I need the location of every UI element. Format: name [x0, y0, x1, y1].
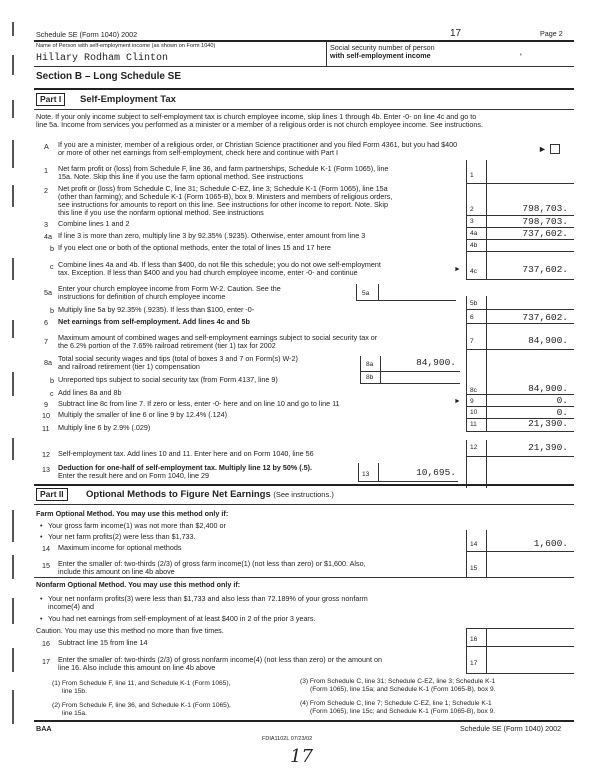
line-11-amount: 21,390. — [528, 418, 568, 429]
line-17-text: line 16. Also include this amount on line 4b above — [58, 663, 216, 672]
margin-mark — [12, 690, 14, 724]
line-15-text: include this amount on line 4b above — [58, 567, 175, 576]
rule — [378, 284, 379, 300]
line-4c-text: tax. Exception. If less than $400 and you had church employee income, enter -0- and continue — [58, 268, 358, 277]
line-number: 12 — [42, 450, 50, 459]
rule — [486, 530, 487, 578]
farm-bullet-text: Your net farm profits(2) were less than $1,733. — [48, 532, 196, 541]
line-number: 17 — [42, 657, 50, 666]
box-label: 1 — [470, 172, 474, 179]
rule — [466, 456, 574, 457]
line-8c-amount: 84,900. — [528, 383, 568, 394]
margin-mark — [12, 258, 14, 280]
part1-note: Note. If your only income subject to self-employment tax is church employee income, skip lines 1 through 4b. Enter -0- on line 4c and go to — [36, 112, 477, 121]
line-number: 7 — [44, 337, 48, 346]
rule — [360, 383, 460, 384]
farm-bullet: • — [40, 532, 43, 541]
line-number: 1 — [44, 166, 48, 175]
nonfarm-optional-heading — [36, 580, 240, 589]
line-15-text: Enter the smaller of: two-thirds (2/3) of gross farm income(1) (not less than zero) or $1,600. Also, — [58, 559, 366, 568]
part2-title — [86, 489, 334, 500]
rule — [34, 109, 574, 110]
line-11-text: Multiply line 6 by 2.9% (.029) — [58, 423, 151, 432]
box-label: 6 — [470, 314, 474, 321]
rule — [466, 279, 574, 280]
arrow-icon: ► — [454, 266, 461, 273]
handwritten-page-number: 17 — [290, 746, 313, 767]
line-number: 5a — [44, 288, 52, 297]
box-label: 2 — [470, 206, 474, 213]
line-2-text: Net profit or (loss) from Schedule C, line 31; Schedule C-EZ, line 3; Schedule K-1 (Form 1065), line 15a — [58, 184, 388, 193]
part2-title-suffix: (See instructions.) — [273, 490, 334, 499]
box-label: 17 — [470, 660, 478, 667]
form-title: Schedule SE (Form 1040) 2002 — [36, 30, 138, 39]
line-1-text: Net farm profit or (loss) from Schedule F, line 36, and farm partnerships, Schedule K-1 (Form 1065), line — [58, 164, 389, 173]
rule — [486, 440, 487, 488]
rule — [466, 251, 574, 252]
margin-mark — [12, 320, 14, 338]
line-12-amount: 21,390. — [528, 442, 568, 453]
ssn-value: ' — [520, 52, 522, 62]
line-7-text: the 6.2% portion of the 7.65% railroad retirement (tier 1) tax for 2002 — [58, 341, 276, 350]
line-number: 9 — [44, 400, 48, 409]
rule — [466, 309, 574, 310]
rule — [356, 284, 357, 300]
section-b-title: Section B – Long Schedule SE — [36, 71, 182, 82]
line-8a-text: Total social security wages and tips (total of boxes 3 and 7 on Form(s) W-2) — [58, 354, 298, 363]
box-label: 3 — [470, 218, 474, 225]
line-number: 10 — [42, 411, 50, 420]
nonfarm-bullet: • — [40, 594, 43, 603]
line-5a-text: Enter your church employee income from Form W-2. Caution. See the — [58, 284, 281, 293]
line-3-text: Combine lines 1 and 2 — [58, 219, 130, 228]
line-number: 3 — [44, 220, 48, 229]
footnote: (2) From Schedule F, line 36, and Schedule K-1 (Form 1065), — [52, 702, 231, 709]
rule — [358, 463, 359, 482]
margin-mark — [12, 555, 14, 579]
rule — [466, 160, 467, 280]
line-number: A — [44, 142, 49, 151]
footnote: (Form 1065), line 15a; and Schedule K-1 (Form 1065-B), box 9. — [310, 686, 496, 693]
line-number: 11 — [42, 424, 50, 433]
rule — [326, 41, 327, 67]
line-7-text: Maximum amount of combined wages and self-employment earnings subject to social security tax or — [58, 333, 378, 342]
arrow-icon: ► — [538, 144, 547, 154]
box-label: 14 — [470, 541, 478, 548]
line-13-amount: 10,695. — [416, 467, 456, 478]
line-a-text: If you are a minister, member of a religious order, or Christian Science practitioner and you filed Form 4361, but you had $400 — [58, 140, 458, 149]
part1-note: line 5a. Income from services you performed as a minister or a member of a religious order is not church employee income. See instructions. — [36, 120, 484, 129]
box-label: 10 — [470, 409, 478, 416]
rule — [486, 296, 487, 432]
margin-mark — [12, 55, 14, 75]
line-12-text: Self-employment tax. Add lines 10 and 11. Enter here and on Form 1040, line 56 — [58, 449, 314, 458]
line-10-text: Multiply the smaller of line 6 or line 9 by 12.4% (.124) — [58, 410, 227, 419]
box-label: 12 — [470, 444, 478, 451]
line-10-amount: 0. — [556, 407, 568, 418]
rule — [466, 530, 467, 578]
footnote: (3) From Schedule C, line 31; Schedule C-EZ, line 3; Schedule K-1 — [300, 678, 496, 685]
line-1-text: 15a. Note. Skip this line if you use the farm optional method. See instructions — [58, 172, 303, 181]
line-4c-text: Combine lines 4a and 4b. If less than $400, do not file this schedule; you do not owe self-employment — [58, 260, 381, 269]
rule — [466, 646, 574, 647]
part2-title-text: Optional Methods to Figure Net Earnings — [86, 489, 271, 500]
margin-mark — [12, 648, 14, 672]
line-7-amount: 84,900. — [528, 335, 568, 346]
line-5b-text: Multiply line 5a by 92.35% (.9235). If less than $100, enter -0- — [58, 305, 255, 314]
rule — [34, 720, 574, 722]
line-a-text: or more of other net earnings from self-employment, check here and continue with Part I — [58, 148, 339, 157]
line-number: 2 — [44, 186, 48, 195]
box-label: 8c — [470, 387, 477, 394]
line-3-amount: 798,703. — [522, 216, 568, 227]
rule — [466, 628, 574, 629]
rule — [466, 440, 467, 488]
nonfarm-bullet: • — [40, 614, 43, 623]
line-number: 15 — [42, 561, 50, 570]
footnote: (Form 1065), line 15c; and Schedule K-1 (Form 1065-B), box 9. — [310, 708, 496, 715]
line-8a-text: and railroad retirement (tier 1) compensation — [58, 362, 200, 371]
box-label: 5a — [362, 290, 370, 297]
margin-mark — [12, 510, 14, 542]
rule — [466, 183, 574, 184]
rule — [486, 628, 487, 674]
rule — [378, 463, 379, 482]
box-label: 15 — [470, 565, 478, 572]
box-label: 5b — [470, 300, 478, 307]
box-label: 13 — [362, 471, 370, 478]
arrow-icon: ► — [454, 398, 461, 405]
box-label: 4b — [470, 242, 478, 249]
rule — [360, 356, 361, 384]
line-2-text: (other than farming); and Schedule K-1 (Form 1065-B), box 9. Ministers and members of religious orders, — [58, 192, 393, 201]
margin-mark — [12, 22, 14, 36]
line-17-text: Enter the smaller of: two-thirds (2/3) of gross nonfarm income(4) (not less than zero) or the amount on — [58, 655, 382, 664]
page-number: Page 2 — [540, 29, 563, 38]
box-label: 11 — [470, 421, 477, 428]
farm-heading-text: Farm Optional Method. You may use this method only if: — [36, 509, 229, 518]
rule — [356, 300, 456, 301]
footer-code: FDIA1102L 07/23/02 — [262, 736, 313, 742]
line-number: 6 — [44, 318, 48, 327]
rule — [34, 40, 574, 42]
margin-mark — [12, 185, 14, 207]
line-4a-text: If line 3 is more than zero, multiply line 3 by 92.35% (.9235). Otherwise, enter amount from line 3 — [58, 231, 366, 240]
line-number: b — [50, 244, 54, 253]
line-6-amount: 737,602. — [522, 312, 568, 323]
footnote: line 15b. — [62, 688, 87, 695]
attachment-number: 17 — [450, 28, 462, 39]
line-13-text: Deduction for one-half of self-employment tax. Multiply line 12 by 50% (.5). — [58, 463, 312, 472]
margin-mark — [12, 438, 14, 460]
nonfarm-bullet-text: You had net earnings from self-employment of at least $400 in 2 of the prior 3 years. — [48, 614, 316, 623]
margin-mark — [12, 598, 14, 624]
line-8c-text: Add lines 8a and 8b — [58, 388, 122, 397]
line-number: 13 — [42, 465, 50, 474]
line-4c-amount: 737,602. — [522, 264, 568, 275]
line-number: 16 — [42, 639, 50, 648]
box-label: 4a — [470, 230, 478, 237]
ssn-label: with self-employment income — [330, 51, 431, 60]
rule — [466, 551, 574, 552]
box-label: 16 — [470, 636, 478, 643]
box-label: 9 — [470, 398, 474, 405]
line-6-text: Net earnings from self-employment. Add lines 4c and 5b — [58, 317, 250, 326]
part1-tag: Part I — [36, 93, 65, 106]
margin-mark — [12, 140, 14, 168]
ssn-label: Social security number of person — [330, 43, 435, 52]
nonfarm-bullet-text: income(4) and — [48, 602, 94, 611]
line-8b-text: Unreported tips subject to social security tax (from Form 4137, line 9) — [58, 375, 278, 384]
line-2-amount: 798,703. — [522, 203, 568, 214]
line-4b-text: If you elect one or both of the optional methods, enter the total of lines 15 and 17 here — [58, 243, 331, 252]
margin-mark — [12, 372, 14, 396]
rule — [380, 356, 381, 384]
rule — [34, 577, 574, 578]
line-number: 4a — [44, 232, 52, 241]
rule — [34, 484, 574, 486]
line-13-text: Enter the result here and on Form 1040, line 29 — [58, 471, 210, 480]
rule — [360, 371, 460, 372]
name-label: Name of Person with self-employment income (as shown on Form 1040) — [36, 43, 216, 49]
line-2-text: this line if you use the nonfarm optional method. See instructions — [58, 208, 264, 217]
box-label: 4c — [470, 268, 477, 275]
farm-bullet-text: Your gross farm income(1) was not more than $2,400 or — [48, 521, 226, 530]
rule — [466, 673, 574, 674]
rule — [466, 628, 467, 674]
line-number: c — [50, 389, 54, 398]
footnote: (1) From Schedule F, line 11, and Schedule K-1 (Form 1065), — [52, 680, 231, 687]
line-9-amount: 0. — [556, 395, 568, 406]
rule — [466, 323, 574, 324]
rule — [466, 349, 574, 350]
line-number: 14 — [42, 544, 50, 553]
rule — [466, 296, 467, 432]
box-label: 8a — [366, 361, 374, 368]
rule — [34, 504, 574, 505]
rule — [34, 66, 574, 67]
nonfarm-bullet-text: Your net nonfarm profits(3) were less than $1,733 and also less than 72.189% of your gross nonfarm — [48, 594, 368, 603]
line-2-text: see instructions for amounts to report on this line. See instructions for other income to report. Note. Skip — [58, 200, 388, 209]
line-16-text: Subtract line 15 from line 14 — [58, 638, 148, 647]
line-a-checkbox[interactable] — [550, 144, 560, 154]
footnote: line 15a. — [62, 710, 87, 717]
line-5a-text: instructions for definition of church employee income — [58, 292, 226, 301]
rule — [34, 88, 574, 90]
caution-text: Caution. You may use this method no more than five times. — [36, 626, 224, 635]
line-9-text: Subtract line 8c from line 7. If zero or less, enter -0- here and on line 10 and go to line 11 — [58, 399, 340, 408]
footnote: (4) From Schedule C, line 7; Schedule C-EZ, line 1; Schedule K-1 — [300, 700, 492, 707]
rule — [466, 431, 574, 432]
line-number: b — [50, 376, 54, 385]
box-label: 7 — [470, 338, 474, 345]
name-value: Hillary Rodham Clinton — [36, 53, 169, 64]
rule — [466, 239, 574, 240]
farm-bullet: • — [40, 521, 43, 530]
margin-mark — [12, 100, 14, 118]
footer-form-ref: Schedule SE (Form 1040) 2002 — [460, 724, 562, 733]
rule — [486, 160, 487, 280]
part2-tag: Part II — [36, 488, 68, 501]
nonfarm-heading-text: Nonfarm Optional Method. You may use this method only if: — [36, 580, 241, 589]
line-8a-amount: 84,900. — [416, 357, 456, 368]
line-number: b — [50, 306, 54, 315]
line-14-text: Maximum income for optional methods — [58, 543, 182, 552]
farm-optional-heading — [36, 509, 228, 518]
line-14-amount: 1,600. — [533, 538, 568, 549]
line-number: 8a — [44, 358, 52, 367]
part1-title: Self-Employment Tax — [80, 94, 176, 105]
baa-label: BAA — [36, 724, 52, 733]
rule — [358, 481, 458, 482]
line-number: c — [50, 262, 54, 271]
line-4a-amount: 737,602. — [522, 228, 568, 239]
box-label: 8b — [366, 374, 374, 381]
